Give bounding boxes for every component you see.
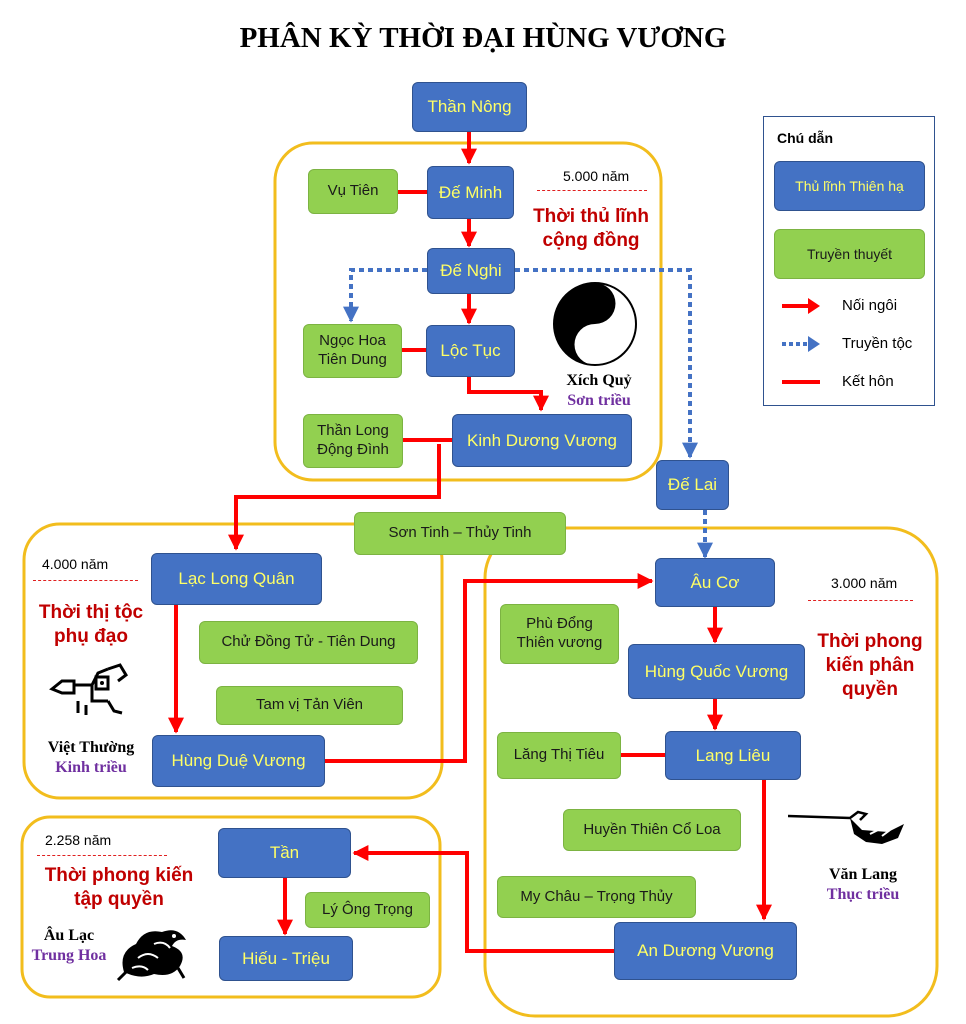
node-lang-thi-tieu: Lăng Thị Tiêu: [497, 732, 621, 779]
legend-marriage-label: Kết hôn: [842, 373, 894, 390]
dynasty-au-lac: [24, 926, 114, 966]
yin-yang-char-left: 辰: [567, 320, 577, 330]
node-chu-dong-tu: Chử Đồng Tử - Tiên Dung: [199, 621, 418, 664]
node-lac-long-quan: Lạc Long Quân: [151, 553, 322, 605]
node-ly-ong-trong: Lý Ông Trọng: [305, 892, 430, 928]
dynasty-au-lac-sub: Trung Hoa: [31, 947, 107, 964]
legend-succession-arrow: [780, 295, 822, 317]
node-huyen-thien: Huyền Thiên Cổ Loa: [563, 809, 741, 851]
node-de-minh: Đế Minh: [427, 166, 514, 219]
era-4-name: Thời phong kiến tập quyền: [44, 865, 194, 910]
node-than-nong: Thần Nông: [412, 82, 527, 132]
node-kinh-duong: Kinh Dương Vương: [452, 414, 632, 467]
era-2-divider: [33, 580, 138, 581]
node-an-duong: An Dương Vương: [614, 922, 797, 980]
node-vu-tien: Vụ Tiên: [308, 169, 398, 214]
legend-lineage-arrow: [780, 333, 822, 355]
era-2-name: Thời thị tộc phụ đạo: [38, 602, 144, 647]
yin-yang-char-bottom: 月: [590, 348, 600, 358]
dynasty-viet-thuong-name: Việt Thường: [47, 739, 135, 756]
page-title: PHÂN KỲ THỜI ĐẠI HÙNG VƯƠNG: [239, 22, 727, 54]
node-hung-quoc: Hùng Quốc Vương: [628, 644, 805, 699]
dragon-emblem-icon: [114, 922, 194, 982]
era-2-years: 4.000 năm: [42, 556, 109, 572]
dynasty-van-lang-name: Văn Lang: [828, 866, 898, 883]
dynasty-viet-thuong: [30, 738, 152, 778]
legend-legendary-box: Truyền thuyết: [774, 229, 925, 279]
node-ngoc-hoa: Ngọc Hoa Tiên Dung: [303, 324, 402, 378]
node-phu-dong: Phù Đổng Thiên vương: [500, 604, 619, 664]
bronze-dragon-icon: [48, 661, 130, 717]
dynasty-van-lang: [803, 865, 923, 905]
legend-leader-box: Thủ lĩnh Thiên hạ: [774, 161, 925, 211]
dynasty-au-lac-name: Âu Lạc: [43, 927, 95, 944]
node-tam-vi: Tam vị Tản Viên: [216, 686, 403, 725]
legend-succession-label: Nối ngôi: [842, 297, 898, 314]
era-1-years: 5.000 năm: [563, 168, 630, 184]
legend-title: Chú dẫn: [777, 130, 833, 146]
era-1-name: Thời thủ lĩnh cộng đồng: [533, 206, 649, 251]
yin-yang-icon: [552, 281, 638, 367]
node-tan: Tần: [218, 828, 351, 878]
era-3-years: 3.000 năm: [831, 575, 898, 591]
yin-yang-char-top: 日: [590, 293, 600, 303]
node-loc-tuc: Lộc Tục: [426, 325, 515, 377]
node-hieu-trieu: Hiếu - Triệu: [219, 936, 353, 981]
yin-yang-char-right: 星: [610, 320, 620, 330]
bird-emblem-icon: [788, 808, 908, 848]
node-hung-due: Hùng Duệ Vương: [152, 735, 325, 787]
dynasty-xich-quy-sub: Sơn triều: [567, 392, 631, 409]
era-4-years: 2.258 năm: [45, 832, 112, 848]
era-3-divider: [808, 600, 913, 601]
legend-marriage-line: [780, 371, 822, 393]
node-than-long: Thần Long Động Đình: [303, 414, 403, 468]
lineage-de-nghi-ngoc-hoa: [351, 270, 427, 321]
node-lang-lieu: Lang Liêu: [665, 731, 801, 780]
node-son-tinh: Sơn Tinh – Thủy Tinh: [354, 512, 566, 555]
dynasty-xich-quy-name: Xích Quỷ: [566, 372, 632, 389]
node-my-chau: My Châu – Trọng Thủy: [497, 876, 696, 918]
legend: [763, 116, 935, 406]
node-au-co: Âu Cơ: [655, 558, 775, 607]
dynasty-xich-quy: [546, 371, 652, 411]
node-de-lai: Đế Lai: [656, 460, 729, 510]
arrow-loc-tuc-kinh-duong: [469, 377, 541, 410]
era-1-divider: [537, 190, 647, 191]
dynasty-viet-thuong-sub: Kinh triều: [55, 759, 127, 776]
node-de-nghi: Đế Nghi: [427, 248, 515, 294]
dynasty-van-lang-sub: Thục triều: [826, 886, 900, 903]
era-4-divider: [37, 855, 167, 856]
era-3-name: Thời phong kiến phân quyền: [817, 631, 923, 700]
legend-lineage-label: Truyền tộc: [842, 335, 913, 352]
